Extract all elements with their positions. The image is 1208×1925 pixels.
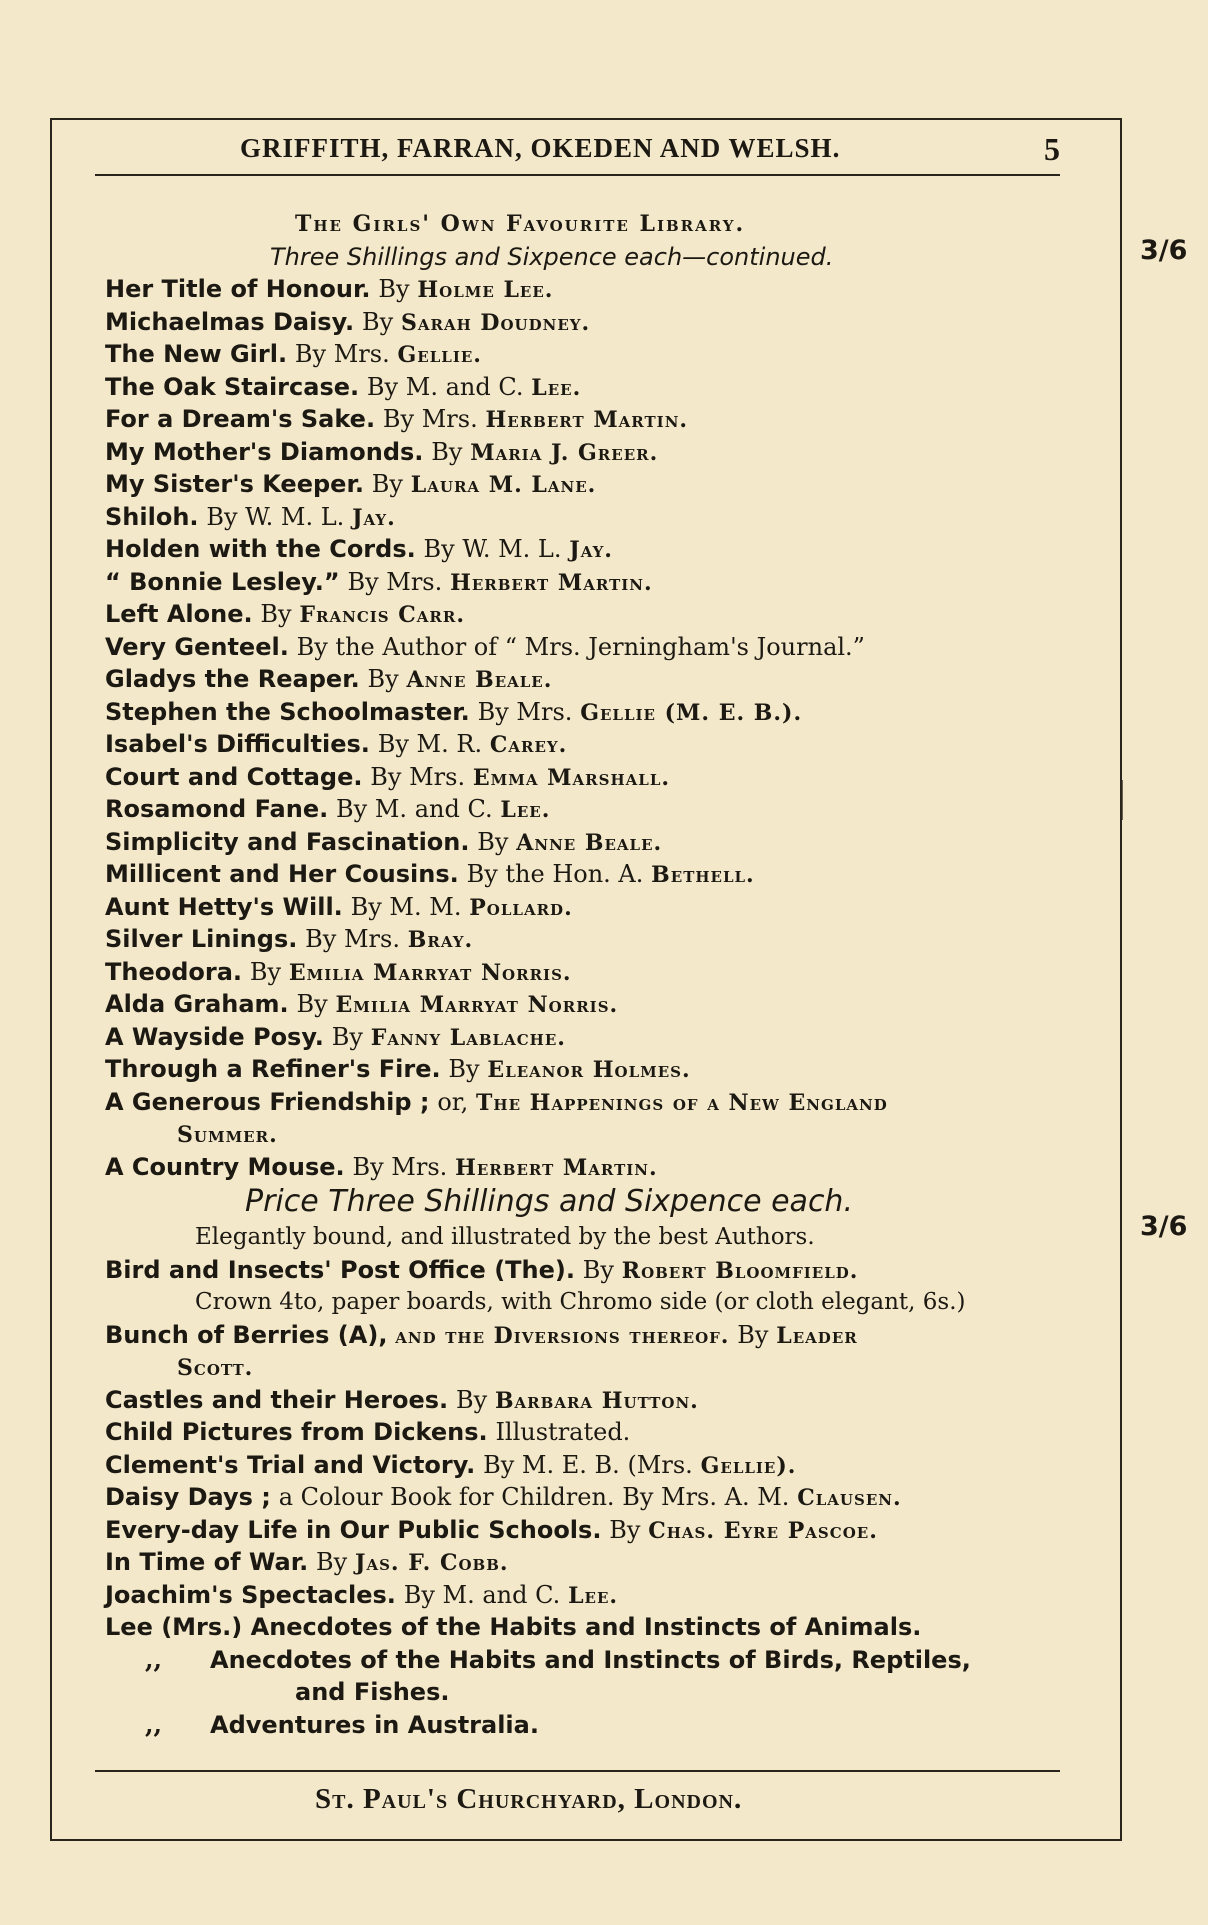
book-by: By bbox=[331, 1022, 363, 1051]
header-rule bbox=[95, 174, 1060, 176]
book-author: Maria J. Greer. bbox=[470, 439, 659, 466]
border-top-inner bbox=[100, 119, 360, 120]
book-author: Jay. bbox=[569, 537, 613, 563]
list-item bbox=[105, 1416, 1085, 1449]
book-author: Pollard. bbox=[469, 894, 573, 921]
price-mark-top: 3/6 bbox=[1140, 235, 1188, 266]
book-title: My Mother's Diamonds. bbox=[105, 437, 424, 466]
book-title: Clement's Trial and Victory. bbox=[105, 1450, 476, 1479]
section-title: The Girls' Own Favourite Library. bbox=[295, 211, 746, 237]
book-author: Jay. bbox=[352, 504, 396, 531]
book-by: By M. and C. bbox=[336, 795, 493, 823]
book-title: Daisy Days ; bbox=[105, 1483, 271, 1511]
book-title: Shiloh. bbox=[105, 502, 199, 531]
book-author: Jas. F. Cobb. bbox=[355, 1550, 509, 1576]
book-title: Isabel's Difficulties. bbox=[105, 730, 370, 758]
book-author: Bethell. bbox=[651, 862, 755, 888]
book-author: Sarah Doudney. bbox=[400, 309, 591, 336]
book-by: By bbox=[260, 600, 292, 628]
book-author: Herbert Martin. bbox=[485, 407, 689, 433]
list-item bbox=[105, 988, 1085, 1021]
book-title: Aunt Hetty's Will. bbox=[105, 892, 343, 921]
book-title: Left Alone. bbox=[105, 600, 253, 628]
book-title: Stephen the Schoolmaster. bbox=[105, 697, 470, 726]
book-author: Emilia Marryat Norris. bbox=[288, 959, 572, 986]
book-author: Eleanor Holmes. bbox=[487, 1057, 691, 1083]
list-item: Bird and Insects' Post Office (The). By Robert Bloomfield. bbox=[105, 1255, 859, 1284]
list-item bbox=[105, 663, 1085, 696]
book-author: Herbert Martin. bbox=[450, 569, 653, 596]
list-item bbox=[105, 338, 1085, 371]
book-title: Castles and their Heroes. bbox=[105, 1385, 449, 1414]
list-item bbox=[105, 1053, 1085, 1086]
book-author: Carey. bbox=[489, 732, 568, 758]
list-item bbox=[105, 956, 1085, 989]
book-by: By M. E. B. (Mrs. bbox=[483, 1450, 693, 1479]
list-item-continued: Summer. bbox=[177, 1122, 278, 1148]
border-left bbox=[50, 118, 52, 1841]
book-by: By Mrs. bbox=[370, 762, 466, 791]
list-item bbox=[105, 436, 1085, 469]
book-author: Gellie. bbox=[397, 342, 482, 368]
book-by: By Mrs. bbox=[305, 925, 400, 953]
price-section-subtitle: Elegantly bound, and illustrated by the best Authors. bbox=[195, 1224, 815, 1250]
book-title: Silver Linings. bbox=[105, 925, 298, 953]
book-by: By Mrs. bbox=[347, 567, 443, 596]
book-author: Emma Marshall. bbox=[472, 764, 671, 791]
list-item bbox=[105, 468, 1085, 501]
list-item bbox=[105, 273, 1085, 306]
list-item bbox=[105, 728, 1085, 761]
list-item bbox=[105, 306, 1085, 339]
list-item bbox=[105, 696, 1085, 729]
list-item bbox=[105, 891, 1085, 924]
section-subtitle: Three Shillings and Sixpence each—continued. bbox=[270, 242, 834, 271]
book-author: Gellie). bbox=[700, 1452, 797, 1479]
book-by: By bbox=[431, 437, 463, 466]
book-by: By bbox=[367, 665, 399, 693]
book-author: Holme Lee. bbox=[417, 277, 554, 303]
book-by: By M. M. bbox=[350, 892, 462, 921]
book-author: Lee. bbox=[531, 374, 582, 401]
book-by: a Colour Book for Children. By Mrs. A. M. bbox=[278, 1483, 790, 1511]
publisher-header: GRIFFITH, FARRAN, OKEDEN AND WELSH. bbox=[240, 133, 841, 163]
list-item bbox=[105, 1579, 1085, 1612]
list-item bbox=[105, 1514, 1085, 1547]
book-by: By bbox=[378, 275, 410, 303]
book-title: Through a Refiner's Fire. bbox=[105, 1055, 441, 1083]
list-item bbox=[105, 1546, 1085, 1579]
book-by: By M. and C. bbox=[403, 1580, 561, 1609]
book-by: By Mrs. bbox=[382, 405, 478, 433]
list-item: ,, Anecdotes of the Habits and Instincts of Birds, Reptiles, bbox=[145, 1644, 971, 1674]
price-mark-bottom: 3/6 bbox=[1140, 1211, 1188, 1242]
book-by: By the Hon. A. bbox=[466, 860, 644, 888]
book-author: Lee. bbox=[500, 797, 551, 823]
catalogue-list bbox=[105, 208, 1085, 1741]
border-bottom bbox=[50, 1839, 1122, 1841]
book-by: By bbox=[455, 1385, 488, 1414]
list-item bbox=[105, 403, 1085, 436]
book-by: By M. and C. bbox=[366, 372, 524, 401]
book-by: By bbox=[249, 957, 282, 986]
book-by: Illustrated. bbox=[495, 1418, 631, 1446]
book-title: My Sister's Keeper. bbox=[105, 470, 364, 498]
book-by: By bbox=[316, 1548, 348, 1576]
book-author: Chas. Eyre Pascoe. bbox=[648, 1517, 878, 1544]
book-title: Her Title of Honour. bbox=[105, 275, 371, 303]
book-by: By bbox=[296, 990, 328, 1018]
book-by: By bbox=[609, 1515, 641, 1544]
price-entries bbox=[105, 1384, 1085, 1612]
list-item bbox=[105, 501, 1085, 534]
list-item: ,, Adventures in Australia. bbox=[145, 1709, 539, 1739]
list-item bbox=[105, 1384, 1085, 1417]
list-item: Bunch of Berries (A), and the Diversions thereof. By Leader bbox=[105, 1320, 858, 1349]
library-entries bbox=[105, 273, 1085, 1086]
book-title: “ Bonnie Lesley.” bbox=[105, 567, 340, 596]
book-author: Laura M. Lane. bbox=[410, 472, 597, 498]
book-author: Gellie (M. E. B.). bbox=[580, 699, 803, 726]
book-title: The Oak Staircase. bbox=[105, 372, 360, 401]
list-item bbox=[105, 1449, 1085, 1482]
book-title: Rosamond Fane. bbox=[105, 795, 329, 823]
list-item-continued: Scott. bbox=[177, 1355, 254, 1381]
book-author: Anne Beale. bbox=[406, 667, 553, 693]
book-author: Clausen. bbox=[797, 1485, 902, 1511]
book-title: Very Genteel. bbox=[105, 632, 289, 661]
list-item bbox=[105, 566, 1085, 599]
list-item bbox=[105, 793, 1085, 826]
list-item bbox=[105, 631, 1085, 664]
book-title: Millicent and Her Cousins. bbox=[105, 860, 459, 888]
book-author: Emilia Marryat Norris. bbox=[335, 992, 619, 1018]
book-by: By M. R. bbox=[377, 730, 483, 758]
book-title: For a Dream's Sake. bbox=[105, 405, 376, 433]
list-item-note: Crown 4to, paper boards, with Chromo side (or cloth elegant, 6s.) bbox=[195, 1289, 966, 1315]
price-section-title: Price Three Shillings and Sixpence each. bbox=[245, 1184, 853, 1219]
book-by: By bbox=[477, 827, 509, 856]
book-by: By Mrs. bbox=[294, 340, 390, 368]
book-author: Barbara Hutton. bbox=[494, 1387, 699, 1414]
list-item bbox=[105, 923, 1085, 956]
book-title: Joachim's Spectacles. bbox=[105, 1580, 396, 1609]
book-by: By Mrs. bbox=[477, 697, 573, 726]
book-title: Holden with the Cords. bbox=[105, 535, 416, 563]
list-item bbox=[105, 533, 1085, 566]
book-title: Simplicity and Fascination. bbox=[105, 827, 470, 856]
book-author: Lee. bbox=[568, 1582, 619, 1609]
list-item bbox=[105, 826, 1085, 859]
book-title: Court and Cottage. bbox=[105, 762, 363, 791]
list-item: A Country Mouse. By Mrs. Herbert Martin. bbox=[105, 1152, 658, 1181]
book-title: Child Pictures from Dickens. bbox=[105, 1418, 488, 1446]
list-item: A Generous Friendship ; or, The Happenings of a New England bbox=[105, 1087, 888, 1116]
book-author: Bray. bbox=[407, 927, 474, 953]
list-item-continued: and Fishes. bbox=[295, 1678, 450, 1706]
book-title: In Time of War. bbox=[105, 1548, 309, 1576]
book-author: Francis Carr. bbox=[299, 602, 466, 628]
book-author: Fanny Lablache. bbox=[370, 1024, 566, 1051]
list-item: Lee (Mrs.) Anecdotes of the Habits and Instincts of Animals. bbox=[105, 1613, 922, 1641]
book-by: By the Author of “ Mrs. Jerningham's Journal.” bbox=[296, 632, 865, 661]
list-item bbox=[105, 1021, 1085, 1054]
book-by: By bbox=[371, 470, 403, 498]
book-title: Theodora. bbox=[105, 957, 243, 986]
book-by: By W. M. L. bbox=[423, 535, 562, 563]
book-by: By W. M. L. bbox=[206, 502, 345, 531]
list-item bbox=[105, 598, 1085, 631]
book-title: Every-day Life in Our Public Schools. bbox=[105, 1515, 602, 1544]
book-title: Michaelmas Daisy. bbox=[105, 307, 355, 336]
book-title: A Wayside Posy. bbox=[105, 1022, 324, 1051]
list-item bbox=[105, 761, 1085, 794]
page-number: 5 bbox=[1044, 131, 1060, 167]
list-item bbox=[105, 371, 1085, 404]
book-by: By bbox=[361, 307, 394, 336]
margin-tick bbox=[1122, 780, 1123, 820]
book-title: The New Girl. bbox=[105, 340, 288, 368]
footer-rule bbox=[95, 1770, 1060, 1772]
list-item bbox=[105, 858, 1085, 891]
book-title: Alda Graham. bbox=[105, 990, 289, 1018]
book-author: Anne Beale. bbox=[516, 829, 663, 856]
footer-address: St. Paul's Churchyard, London. bbox=[315, 1783, 743, 1815]
book-title: Gladys the Reaper. bbox=[105, 665, 360, 693]
list-item bbox=[105, 1481, 1085, 1514]
border-right bbox=[1120, 118, 1122, 1841]
book-by: By bbox=[448, 1055, 480, 1083]
